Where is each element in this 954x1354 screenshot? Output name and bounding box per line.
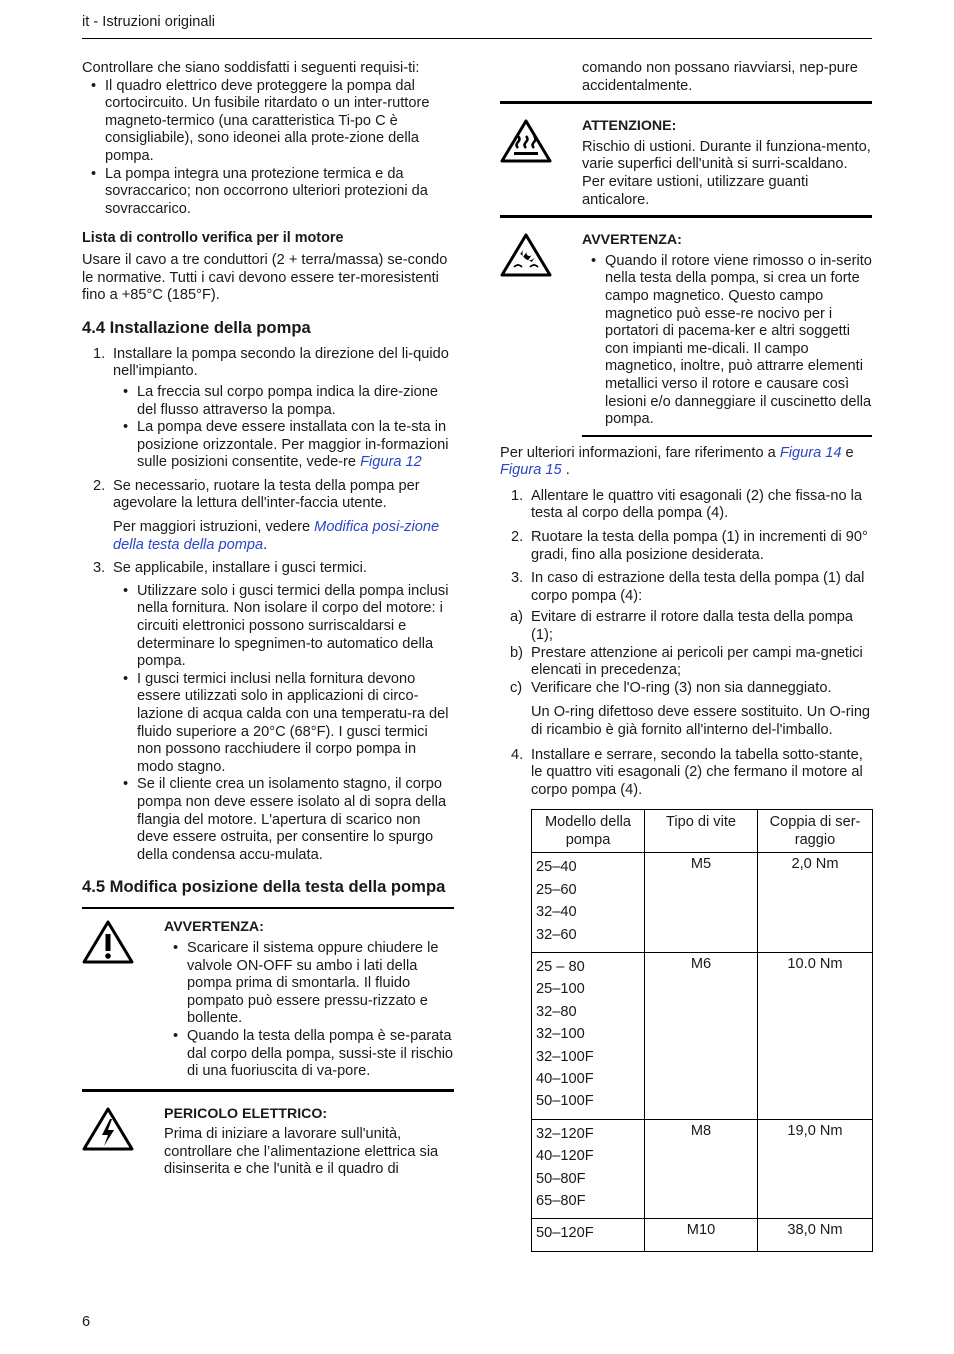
torque-cell: 10.0 Nm [758, 953, 873, 1120]
bullet-text: La pompa deve essere installata con la te-sta in posizione orizzontale. Per maggior in-formazioni sulle posizioni consentite, vede-re [137, 419, 449, 471]
step-number: 2. [511, 529, 524, 546]
warning-notice [82, 907, 454, 1088]
figure-15-link[interactable]: Figura 15 [500, 462, 562, 479]
oring-note: Un O-ring difettoso deve essere sostituito. Un O-ring di ricambio è già fornito all'interno del-l'imballo. [531, 704, 871, 738]
reference-mid: e [841, 444, 854, 461]
magnetic-warning-notice [500, 215, 872, 435]
electrical-danger-notice [82, 1089, 454, 1187]
motor-check-heading: Lista di controllo verifica per il motore [82, 230, 344, 247]
model-value: 32–40 [536, 904, 577, 921]
substep-text: Verificare che l'O-ring (3) non sia danneggiato. [531, 679, 832, 696]
model-value: 32–100 [536, 1026, 585, 1043]
model-value: 32–100F [536, 1048, 594, 1065]
caution-text: Rischio di ustioni. Durante il funziona-mento, varie superfici dell'unità si surri-scaldano. Per evitare ustioni, utilizzare guanti anticalore. [582, 138, 871, 208]
step-item [500, 570, 872, 605]
table-header-row [532, 810, 873, 853]
table-row [532, 1119, 873, 1219]
electrical-hazard-icon [82, 1106, 134, 1152]
figure-12-link[interactable]: Figura 12 [360, 454, 422, 471]
step-text: Installare la pompa secondo la direzione del li-quido nell'impianto. [113, 345, 449, 380]
installation-steps [82, 346, 454, 865]
step-bullets [113, 384, 454, 472]
head-rotation-steps [500, 488, 872, 606]
model-cell [532, 953, 645, 1120]
substep-text: Prestare attenzione ai pericoli per campi ma-gnetici elencati in precedenza; [531, 644, 863, 679]
step-item [82, 560, 454, 864]
step-item [500, 747, 872, 800]
list-item: • Il quadro elettrico deve proteggere la pompa dal cortocircuito. Un fusibile ritardato o un inter-ruttore magneto-termico (una caratteristica Ti-po C è consigliabile), sono ideonei alla prote-zione della pompa. [82, 78, 454, 166]
model-cell [532, 1119, 645, 1219]
step-text: Installare e serrare, secondo la tabella sotto-stante, le quattro viti esagonali (2) che fermano il motore al corpo pompa (4). [531, 746, 863, 798]
screw-cell: M5 [645, 853, 758, 953]
right-column [500, 60, 872, 1252]
model-value: 50–120F [536, 1225, 594, 1242]
motor-check-text: Usare il cavo a tre conduttori (2 + terra/massa) se-condo le normative. Tutti i cavi devono essere ter-moresistenti fino a +85°C (185°F). [82, 251, 448, 304]
torque-table [531, 809, 873, 1252]
substep-text: Evitare di estrarre il rotore dalla testa della pompa (1); [531, 609, 854, 644]
modify-pump-head-link[interactable]: Modifica posi-zione della testa della pompa [113, 519, 440, 553]
substep-letter: c) [510, 679, 523, 696]
section-4-4-title: 4.4 Installazione della pompa [82, 317, 311, 337]
step-item [500, 529, 872, 564]
list-item: • Se il cliente crea un isolamento stagno, il corpo pompa non deve essere isolato al di sopra della flangia del motore. L'apertura di scarico non deve essere ostruita, per consentire lo spurgo della condensa accu-mulata. [113, 776, 454, 864]
list-item: • La freccia sul corpo pompa indica la dire-zione del flusso attraverso la pompa. [113, 384, 454, 419]
list-item [113, 419, 454, 472]
table-row [532, 1219, 873, 1251]
reference-prefix: Per ulteriori informazioni, fare riferimento a [500, 444, 780, 461]
screw-cell: M8 [645, 1119, 758, 1219]
step-text: Se applicabile, installare i gusci termici. [113, 560, 367, 577]
step-number: 4. [511, 746, 524, 763]
model-value: 32–80 [536, 1003, 577, 1020]
step-item [82, 346, 454, 472]
substep-letter: a) [510, 609, 523, 626]
warning-bullets [582, 253, 872, 429]
substep-item [500, 645, 872, 680]
hot-surface-icon [500, 118, 552, 164]
torque-cell: 2,0 Nm [758, 853, 873, 953]
step-number: 3. [511, 570, 524, 587]
step-number: 2. [93, 477, 106, 494]
intro-bullets [82, 78, 454, 219]
list-item: • Quando la testa della pompa è se-parata dal corpo della pompa, sussi-ste il rischio di una fuoriuscita di va-pore. [164, 1028, 454, 1081]
column-header: Coppia di ser-raggio [758, 810, 873, 853]
model-value: 40–100F [536, 1071, 594, 1088]
list-item: • Scaricare il sistema oppure chiudere le valvole ON-OFF su ambo i lati della pompa prima di smontarla. Il fluido pompato può essere pressu-rizzato e bollente. [164, 940, 454, 1028]
model-cell [532, 1219, 645, 1251]
sub-steps [500, 609, 872, 697]
step-bullets [113, 583, 454, 865]
column-header: Modello della pompa [532, 810, 645, 853]
step-number: 1. [93, 345, 106, 362]
model-value: 50–100F [536, 1093, 594, 1110]
section-4-5-title: 4.5 Modifica posizione della testa della pompa [82, 877, 446, 897]
column-header: Tipo di vite [645, 810, 758, 853]
model-value: 32–120F [536, 1125, 594, 1142]
caution-title: ATTENZIONE: [582, 118, 677, 135]
reference-suffix: . [561, 462, 570, 479]
header-rule [82, 38, 872, 39]
model-value: 32–60 [536, 926, 577, 943]
step-text: Se necessario, ruotare la testa della pompa per agevolare la lettura dell'inter-faccia utente. [113, 477, 420, 512]
step-extra-suffix: . [263, 536, 268, 553]
model-value: 65–80F [536, 1193, 586, 1210]
warning-triangle-icon [82, 919, 134, 965]
step-text: In caso di estrazione della testa della pompa (1) dal corpo pompa (4): [531, 570, 865, 604]
torque-cell: 19,0 Nm [758, 1119, 873, 1219]
substep-letter: b) [510, 644, 523, 661]
left-column [82, 60, 454, 1187]
step-item [500, 488, 872, 523]
model-value: 25–100 [536, 981, 585, 998]
torque-cell: 38,0 Nm [758, 1219, 873, 1251]
magnetic-field-icon [500, 232, 552, 278]
step-extra [113, 519, 454, 554]
table-row [532, 953, 873, 1120]
model-cell [532, 853, 645, 953]
tighten-step [500, 747, 872, 800]
reference-text [500, 445, 872, 480]
substep-item [500, 609, 872, 644]
warning-title: AVVERTENZA: [164, 919, 264, 936]
warning-bullets [164, 940, 454, 1081]
table-row [532, 853, 873, 953]
danger-text-continued: comando non possano riavviarsi, nep-pure accidentalmente. [582, 60, 858, 94]
step-text: Allentare le quattro viti esagonali (2) che fissa-no la testa al corpo della pompa (4). [531, 487, 862, 522]
list-item: • La pompa integra una protezione termica e da sovraccarico; non occorrono ulteriori protezioni da sovraccarico. [82, 166, 454, 219]
step-text: Ruotare la testa della pompa (1) in incrementi di 90° gradi, fino alla posizione desiderata. [531, 529, 868, 563]
model-value: 25–60 [536, 881, 577, 898]
figure-14-link[interactable]: Figura 14 [779, 444, 842, 461]
model-value: 40–120F [536, 1148, 594, 1165]
model-value: 25–40 [536, 859, 577, 876]
screw-cell: M10 [645, 1219, 758, 1251]
intro-text: Controllare che siano soddisfatti i seguenti requisi-ti: [82, 60, 420, 76]
danger-text: Prima di iniziare a lavorare sull'unità, controllare che l’alimentazione elettrica sia disinserita e che l'unità e il quadro di [164, 1126, 439, 1178]
caution-notice [500, 101, 872, 215]
warning-title: AVVERTENZA: [582, 232, 682, 249]
substep-item [500, 680, 872, 698]
list-item: • Utilizzare solo i gusci termici della pompa inclusi nella fornitura. Non isolare il corpo del motore: i circuiti elettronici possono surriscaldarsi e determinare lo spegnimen-to automatico della pompa. [113, 583, 454, 671]
step-number: 1. [511, 487, 524, 504]
notice-end-rule [582, 435, 872, 437]
step-item [82, 478, 454, 554]
page-header: it - Istruzioni originali [82, 14, 216, 30]
page-number: 6 [82, 1314, 91, 1330]
step-extra-prefix: Per maggiori istruzioni, vedere [113, 519, 315, 536]
list-item: • I gusci termici inclusi nella fornitura devono essere utilizzati solo in applicazioni di circo-lazione di acqua calda con una temperatu-ra del fluido superiore a 20°C (68°F). I gusci termici non possono racchiudere il corpo pompa in modo stagno. [113, 671, 454, 777]
danger-title: PERICOLO ELETTRICO: [164, 1105, 328, 1122]
step-number: 3. [93, 560, 106, 577]
model-value: 25 – 80 [536, 959, 585, 975]
screw-cell: M6 [645, 953, 758, 1120]
list-item: • Quando il rotore viene rimosso o in-serito nella testa della pompa, si crea un forte campo magnetico. Questo campo magnetico può esse-re nocivo per i portatori di pacema-ker e altri soggetti con impianti me-dicali. Il campo magnetico, inoltre, può attrarre elementi metallici verso il rotore e causare così lesioni e/o danneggiare il cuscinetto della pompa. [582, 253, 872, 429]
model-value: 50–80F [536, 1170, 586, 1187]
